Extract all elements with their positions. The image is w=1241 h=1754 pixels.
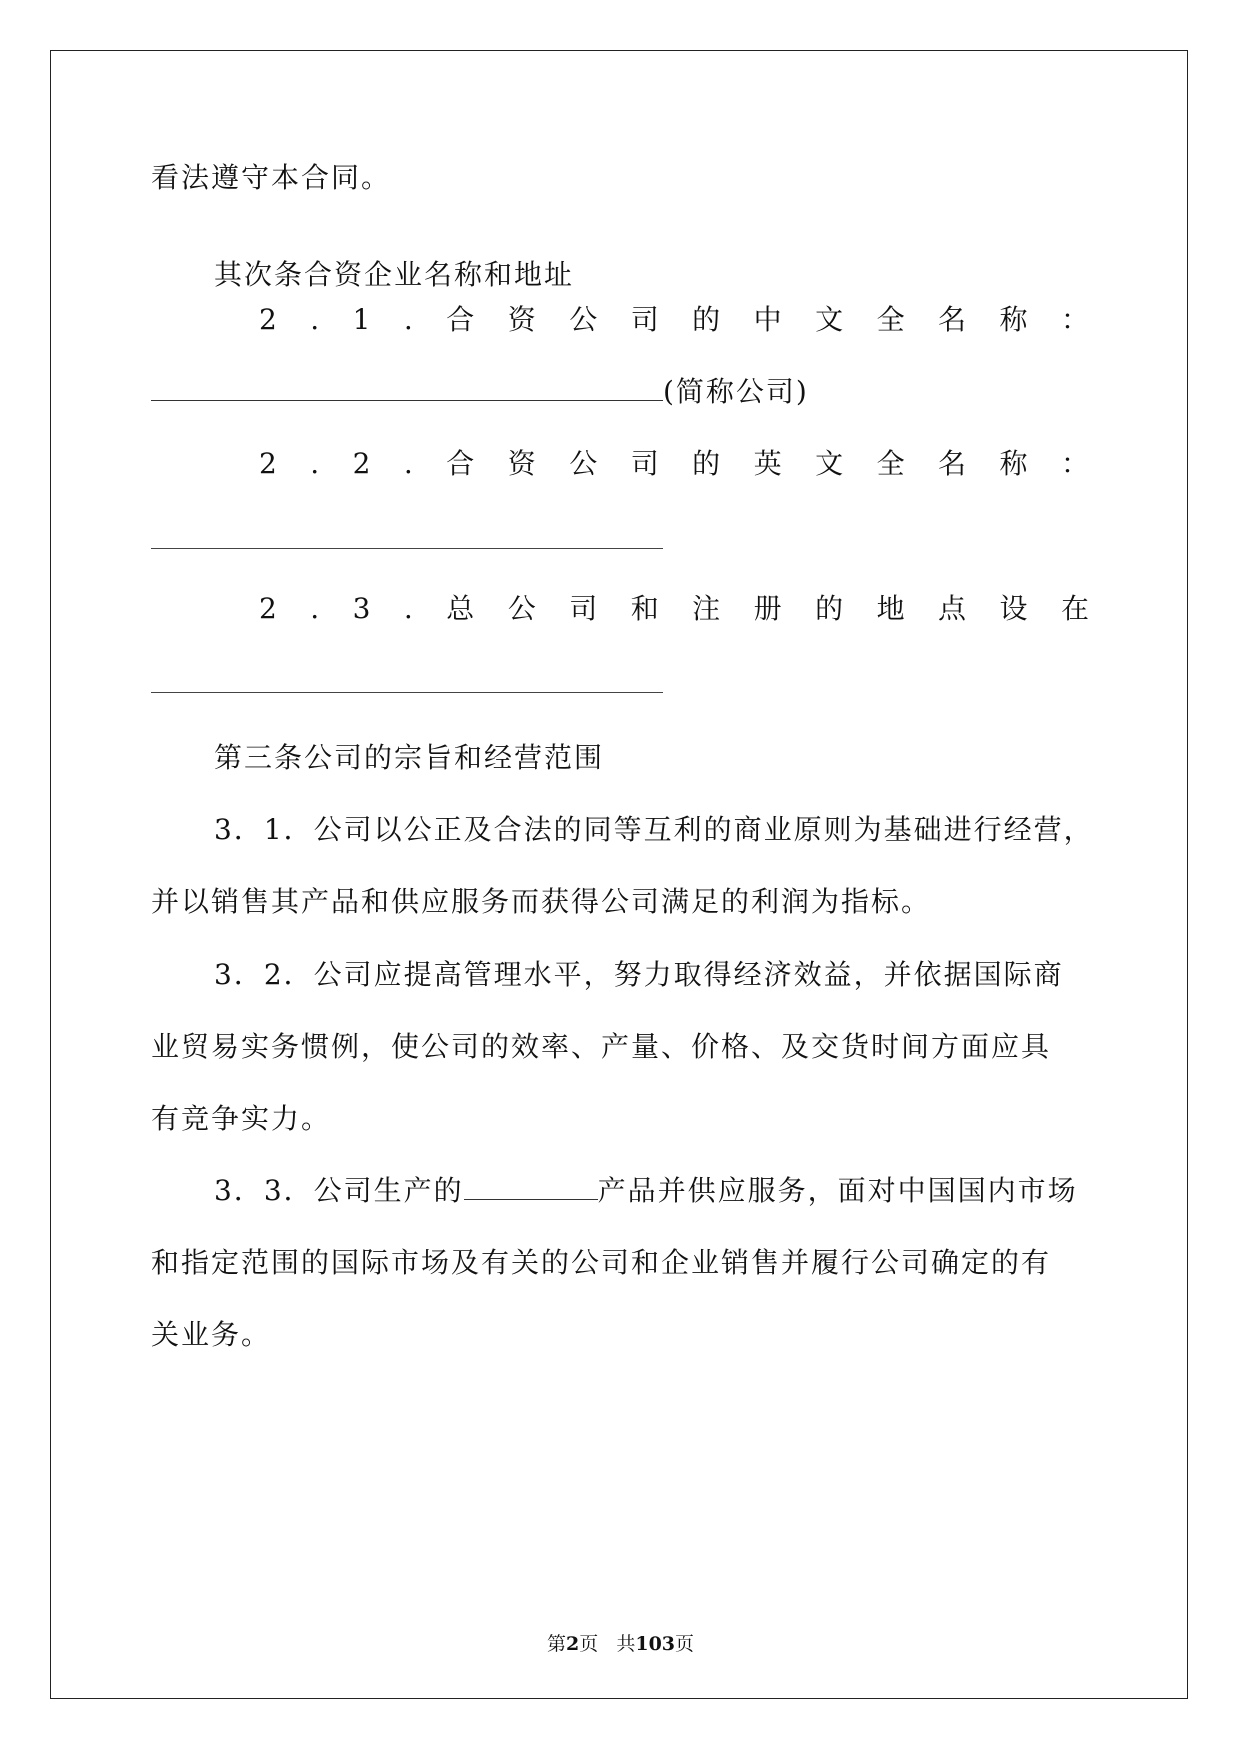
l7-char: 册 [753,592,784,625]
l3-char: . [310,303,322,336]
footer-mid: 页 共 [579,1633,636,1655]
clause-3-3-line-2: 和指定范围的国际市场及有关的公司和企业销售并履行公司确定的有 [151,1246,1052,1279]
l5-char: 2 [352,447,373,480]
clause-3-2-line-1: 3．2．公司应提高管理水平，努力取得经济效益，并依据国际商 [214,958,1064,991]
l7-char: 注 [692,592,723,625]
clause-2-2-line [151,444,1091,484]
l5-char: . [310,447,322,480]
clause-3-1-line-1: 3．1．公司以公正及合法的同等互利的商业原则为基础进行经营， [214,813,1094,846]
total-page-number: 103 [635,1633,676,1655]
l7-char: 的 [815,592,846,625]
l5-char: 英 [753,447,784,480]
footer-suffix: 页 [675,1633,695,1655]
l3-char: 公 [569,303,600,336]
clause-2-1-blank-line [151,372,809,412]
l3-char: 称 [999,303,1030,336]
l5-char: 资 [507,447,538,480]
l5-char: 全 [876,447,907,480]
english-name-blank[interactable] [151,548,663,549]
l3-char: . [403,303,415,336]
l3-char: 名 [938,303,969,336]
text-line-1: 看法遵守本合同。 [151,161,392,194]
short-name-note: (简称公司) [663,375,809,408]
product-blank[interactable] [464,1173,598,1200]
l5-char: . [403,447,415,480]
l5-char: 文 [815,447,846,480]
clause-3-3-line-3: 关业务。 [151,1318,272,1351]
l7-char: 公 [507,592,538,625]
clause-2-1-line [151,300,1091,340]
l7-char: 地 [876,592,907,625]
l3-char: ： [1060,303,1091,336]
section-heading-3: 第三条公司的宗旨和经营范围 [214,741,605,774]
l7-char: 3 [352,592,373,625]
l7-char: . [403,592,415,625]
l7-char: 和 [630,592,661,625]
l3-char: 文 [815,303,846,336]
l3-char: 合 [446,303,477,336]
l7-char: . [310,592,322,625]
l5-char: 合 [446,447,477,480]
address-blank[interactable] [151,692,663,693]
l7-char: 总 [446,592,477,625]
l5-char: ： [1060,447,1091,480]
clause-3-2-line-3: 有竞争实力。 [151,1102,332,1135]
l3-char: 的 [692,303,723,336]
chinese-name-blank[interactable] [151,374,663,401]
l7-char: 设 [999,592,1030,625]
l3-char: 资 [507,303,538,336]
section-heading-2: 其次条合资企业名称和地址 [214,258,575,291]
clause-3-3-head: 3．3．公司生产的 [214,1174,464,1207]
l5-char: 司 [630,447,661,480]
footer-prefix: 第 [546,1633,566,1655]
l7-char: 2 [259,592,279,625]
current-page-number: 2 [565,1633,580,1655]
l3-char: 1 [352,303,373,336]
clause-3-1-line-2: 并以销售其产品和供应服务而获得公司满足的利润为指标。 [151,885,932,918]
l5-char: 称 [999,447,1030,480]
l5-char: 2 [259,447,279,480]
page-border [50,50,1188,1699]
l7-char: 司 [569,592,600,625]
l3-char: 全 [876,303,907,336]
l3-char: 2 [259,303,279,336]
l3-char: 司 [630,303,661,336]
clause-3-3-line-1 [214,1171,1078,1211]
l3-char: 中 [753,303,784,336]
clause-3-3-tail: 产品并供应服务，面对中国国内市场 [597,1174,1078,1207]
clause-3-2-line-2: 业贸易实务惯例，使公司的效率、产量、价格、及交货时间方面应具 [151,1030,1052,1063]
l7-char: 在 [1060,592,1091,625]
l5-char: 公 [569,447,600,480]
l5-char: 的 [692,447,723,480]
l7-char: 点 [938,592,969,625]
clause-2-3-line [151,589,1091,629]
page-footer [0,1631,1241,1657]
l5-char: 名 [938,447,969,480]
